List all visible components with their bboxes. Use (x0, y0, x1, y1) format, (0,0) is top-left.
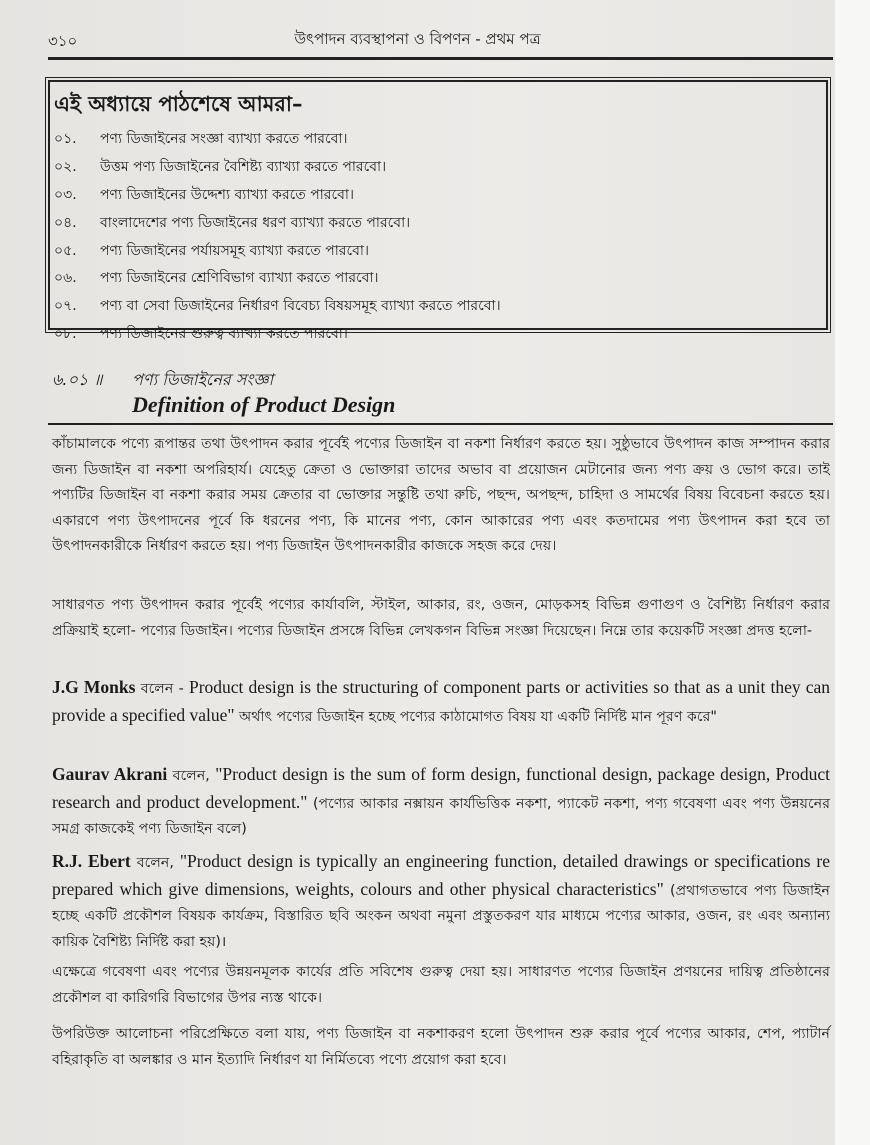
paragraph-intro: কাঁচামালকে পণ্যে রূপান্তর তথা উৎপাদন করার পূর্বেই পণ্যের ডিজাইন বা নকশা নির্ধারণ করতে হয়। সুষ্ঠুভাবে উৎপাদন কাজ সম্পাদন করার জন্য ডিজাইন বা নকশা অপরিহার্য। যেহেতু ক্রেতা ও ভোক্তারা তাদের অভাব বা প্রয়োজন মেটানোর জন্য পণ্য ক্রয় ও ভোগ করে। তাই পণ্যটির ডিজাইন বা নকশা করার সময় ক্রেতার বা ভোক্তার সন্তুষ্টি তথা রুচি, পছন্দ, অপছন্দ, চাহিদা ও সামর্থের বিষয় বিবেচনা করতে হয়। একারণে পণ্য উৎপাদনের পূর্বে কি ধরনের পণ্য, কি মানের পণ্য, কোন আকারের পণ্য এবং কতদামের পণ্য উৎপাদন করা হবে তা উৎপাদনকারীকে নির্ধারণ করতে হয়। পণ্য ডিজাইন উৎপাদনকারীর কাজকে সহজ করে দেয়। (52, 436, 830, 554)
item-number: ০৮. (54, 325, 77, 342)
quote-monks (52, 675, 830, 730)
item-text: পণ্য ডিজাইনের পর্যায়সমূহ ব্যাখ্যা করতে পারবো। (100, 242, 369, 259)
learning-objectives-box (48, 80, 828, 342)
running-title: উৎপাদন ব্যবস্থাপনা ও বিপণন - প্রথম পত্র (294, 30, 541, 48)
quote-ebert (52, 849, 830, 955)
quote-bn: (প্রথাগতভাবে পণ্য ডিজাইন হচ্ছে একটি প্রকৌশল বিষয়ক কার্যক্রম, বিস্তারিত ছবি অংকন অথবা নমুনা প্রস্তুতকরণ যার মাধ্যমে পণ্যের আকার, ওজন, রং এবং অন্যান্য কায়িক বৈশিষ্ট্য নির্দিষ্ট করা হয়)। (52, 882, 830, 950)
quote-en: Product design is the structuring of component parts or activities so that as a unit they can provide a specified value" (52, 677, 830, 725)
item-number: ০১. (54, 131, 77, 148)
objective-item (50, 153, 826, 181)
quote-bn: (পণ্যের আকার নক্সায়ন কার্যভিত্তিক নকশা, প্যাকেট নকশা, পণ্য গবেষণা এবং পণ্য উন্নয়নের সমগ্র কাজকেই পণ্য ডিজাইন বলে) (52, 795, 830, 837)
says: বলেন, (167, 768, 216, 784)
section-title-bn: পণ্য ডিজাইনের সংজ্ঞা (132, 370, 274, 389)
objective-item (50, 292, 826, 320)
section-number: ৬.০১ ॥ (52, 370, 103, 389)
header-rule (48, 57, 833, 60)
item-text: পণ্য ডিজাইনের গুরুত্ব ব্যাখ্যা করতে পারবো। (100, 325, 348, 342)
item-text: বাংলাদেশের পণ্য ডিজাইনের ধরণ ব্যাখ্যা করতে পারবো। (100, 214, 411, 231)
quote-en: "Product design is typically an engineering function, detailed drawings or specifications re prepared which give dimensions, weights, colours and other physical characteristics" (52, 851, 830, 899)
section-rule (48, 423, 833, 425)
paragraph-research: এক্ষেত্রে গবেষণা এবং পণ্যের উন্নয়নমূলক কার্যের প্রতি সবিশেষ গুরুত্ব দেয়া হয়। সাধারণত পণ্যের ডিজাইন প্রণয়নের দায়িত্ব প্রতিষ্ঠানের প্রকৌশল বা কারিগরি বিভাগের উপর ন্যস্ত থাকে। (52, 964, 830, 1006)
item-number: ০৭. (54, 298, 77, 315)
item-number: ০৫. (54, 242, 77, 259)
item-number: ০২. (54, 159, 77, 176)
item-number: ০৬. (54, 270, 77, 287)
objective-item (50, 236, 826, 264)
page-number: ৩১০ (48, 32, 78, 50)
item-text: পণ্য বা সেবা ডিজাইনের নির্ধারণ বিবেচ্য বিষয়সমূহ ব্যাখ্যা করতে পারবো। (100, 298, 501, 315)
objective-item (50, 181, 826, 209)
quote-bn: অর্থাৎ পণ্যের ডিজাইন হচ্ছে পণ্যের কাঠামোগত বিষয় যা একটি নির্দিষ্ট মান পূরণ করে" (238, 708, 717, 725)
paragraph-conclusion: উপরিউক্ত আলোচনা পরিপ্রেক্ষিতে বলা যায়, পণ্য ডিজাইন বা নকশাকরণ হলো উৎপাদন শুরু করার পূর্বে পণ্যের আকার, শেপ, প্যাটার্ন বহিরাকৃতি বা অলঙ্কার ও মান ইত্যাদি নির্ধারণ যা নির্মিতব্যে পণ্যে প্রয়োগ করা হবে। (52, 1026, 830, 1068)
section-title-en: Definition of Product Design (132, 392, 396, 417)
item-text: পণ্য ডিজাইনের সংজ্ঞা ব্যাখ্যা করতে পারবো। (100, 131, 348, 148)
objective-item (50, 208, 826, 236)
item-number: ০৩. (54, 186, 77, 203)
author: Gaurav Akrani (52, 764, 168, 784)
objective-item (50, 264, 826, 292)
page-edge (835, 0, 870, 1145)
quote-en: "Product design is the sum of form design, functional design, package design, Product research and product development." (52, 764, 830, 812)
objective-item (50, 125, 826, 153)
author: J.G Monks (52, 677, 136, 697)
objective-item (50, 320, 826, 348)
says: বলেন, (130, 855, 180, 871)
paragraph-definition: সাধারণত পণ্য উৎপাদন করার পূর্বেই পণ্যের কার্যাবলি, স্টাইল, আকার, রং, ওজন, মোড়কসহ বিভিন্ন গুণাগুণ ও বৈশিষ্ট্য নির্ধারণ করার প্রক্রিয়াই হলো- পণ্যের ডিজাইন। পণ্যের ডিজাইন প্রসঙ্গে বিভিন্ন লেখকগন বিভিন্ন সংজ্ঞা দিয়েছেন। নিম্নে তার কয়েকটি সংজ্ঞা প্রদত্ত হলো- (52, 597, 830, 639)
item-text: পণ্য ডিজাইনের শ্রেণিবিভাগ ব্যাখ্যা করতে পারবো। (100, 270, 379, 287)
item-text: উত্তম পণ্য ডিজাইনের বৈশিষ্ট্য ব্যাখ্যা করতে পারবো। (100, 159, 387, 176)
item-text: পণ্য ডিজাইনের উদ্দেশ্য ব্যাখ্যা করতে পারবো। (100, 186, 354, 203)
section-heading (52, 367, 396, 417)
says: বলেন - (135, 681, 189, 697)
author: R.J. Ebert (52, 851, 131, 871)
item-number: ০৪. (54, 214, 77, 231)
objectives-title: এই অধ্যায়ে পাঠশেষে আমরা– (54, 92, 303, 116)
quote-akrani (52, 762, 830, 843)
